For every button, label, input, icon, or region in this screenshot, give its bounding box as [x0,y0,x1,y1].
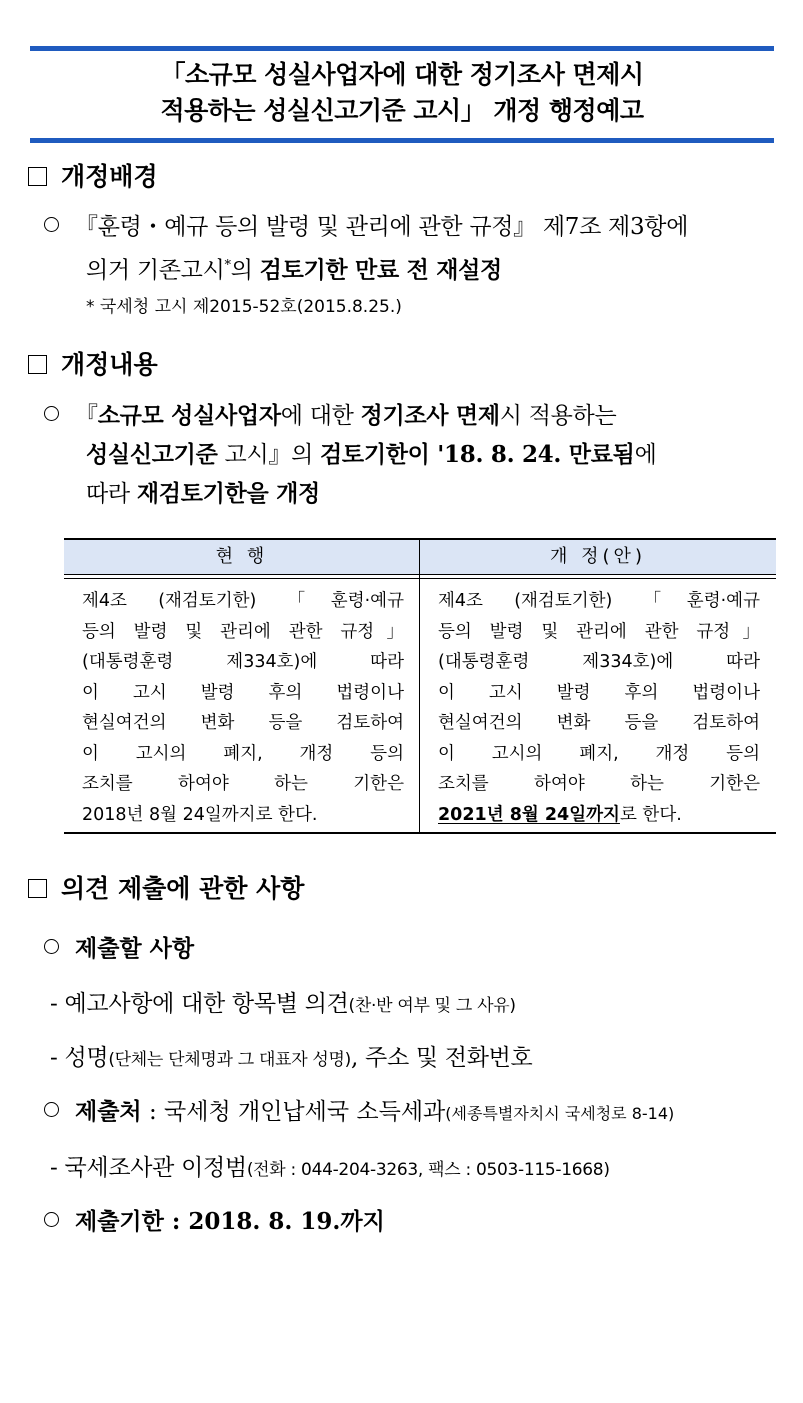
square-bullet-icon [28,167,47,186]
section-content-heading: 개정내용 [28,348,158,382]
table-bottom-rule [64,832,776,834]
square-bullet-icon [28,879,47,898]
content-bullet-line2: 성실신고기준 고시』의 검토기한이 '18. 8. 24. 만료됨에 [86,441,657,468]
opinion-item-deadline: 제출기한 : 2018. 8. 19.까지 [44,1206,385,1238]
section-opinion-heading: 의견 제출에 관한 사항 [28,872,304,906]
document-title-line1: 「소규모 성실사업자에 대한 정기조사 면제시 [160,60,644,89]
section-background-heading: 개정배경 [28,160,158,194]
table-column-divider [419,538,420,834]
circle-bullet-icon [44,1212,59,1227]
table-cell-proposed [438,586,760,830]
cell-line: 이 고시 발령 후의 법령이나 [82,682,404,703]
cell-line: 이 고시의 폐지, 개정 등의 [82,743,404,764]
cell-line: 조치를 하여야 하는 기한은 [82,774,404,794]
table-header-proposed: 개 정(안) [420,538,776,574]
cell-line-last: 2021년 8월 24일까지로 한다. [438,804,682,825]
opinion-item-submit-matters: 제출할 사항 [44,933,194,965]
content-bullet-line1: 『소규모 성실사업자에 대한 정기조사 면제시 적용하는 [44,400,616,432]
cell-line: 현실여건의 변화 등을 검토하여 [438,713,760,733]
document-title-line2: 적용하는 성실신고기준 고시」 개정 행정예고 [160,96,644,125]
table-cell-current [82,586,404,830]
circle-bullet-icon [44,217,59,232]
opinion-dash-line3: - 국세조사관 이정범(전화 : 044-204-3263, 팩스 : 0503-115-1668) [50,1155,610,1181]
cell-line: (대통령훈령 제334호)에 따라 [438,652,760,672]
title-top-rule [30,46,774,51]
square-bullet-icon [28,355,47,374]
content-bullet-line3: 따라 재검토기한을 개정 [86,480,320,507]
circle-bullet-icon [44,939,59,954]
opinion-dash-line2: - 성명(단체는 단체명과 그 대표자 성명), 주소 및 전화번호 [50,1045,533,1071]
table-header-current: 현 행 [64,538,420,574]
comparison-table [64,538,776,834]
amended-deadline: 2021년 8월 24일까지 [438,804,620,825]
cell-line: 제4조 (재검토기한) 「훈령·예규 [82,591,404,611]
table-header-double-rule [64,574,776,579]
footnote: * 국세청 고시 제2015-52호(2015.8.25.) [86,297,402,317]
cell-line: (대통령훈령 제334호)에 따라 [82,652,404,672]
background-bullet-line2: 의거 기존고시*의 검토기한 만료 전 재설정 [86,256,502,284]
cell-line: 조치를 하여야 하는 기한은 [438,774,760,794]
cell-line: 제4조 (재검토기한) 「훈령·예규 [438,591,760,611]
opinion-item-recipient: 제출처 : 국세청 개인납세국 소득세과(세종특별자치시 국세청로 8-14) [44,1096,674,1130]
cell-line: 등의 발령 및 관리에 관한 규정」 [82,621,404,642]
circle-bullet-icon [44,1102,59,1117]
circle-bullet-icon [44,406,59,421]
opinion-dash-line1: - 예고사항에 대한 항목별 의견(찬·반 여부 및 그 사유) [50,991,516,1017]
cell-line: 이 고시 발령 후의 법령이나 [438,682,760,703]
background-bullet-line1: 『훈령・예규 등의 발령 및 관리에 관한 규정』 제7조 제3항에 [44,211,688,243]
cell-line: 현실여건의 변화 등을 검토하여 [82,713,404,733]
cell-line: 2018년 8월 24일까지로 한다. [82,804,318,825]
cell-line: 이 고시의 폐지, 개정 등의 [438,743,760,764]
title-bottom-rule [30,138,774,143]
cell-line: 등의 발령 및 관리에 관한 규정」 [438,621,760,642]
